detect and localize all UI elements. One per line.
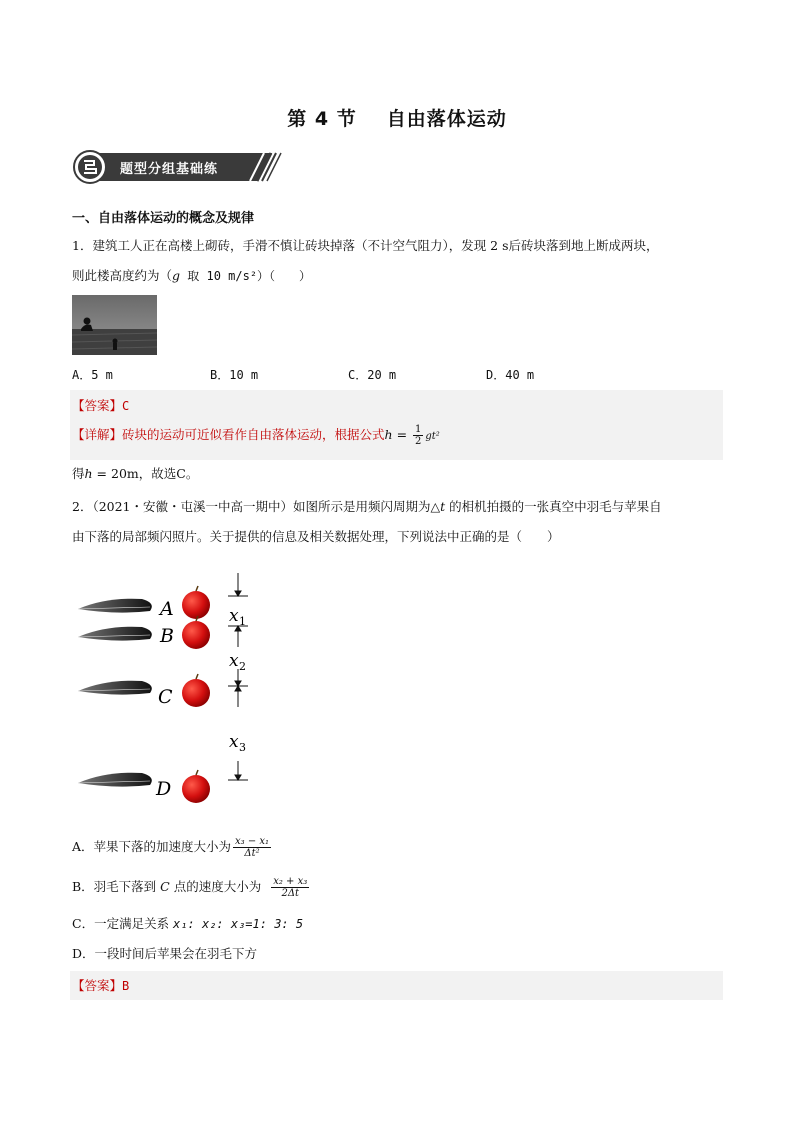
q2-answer-tag: 【答案】 [72,978,123,993]
x2-sub: 2 [239,660,246,673]
q1-formula-h: h [384,427,393,442]
q2-figure [76,565,276,805]
q1-option-c: C．20 m [348,368,397,382]
banner-label: 题型分组基础练 [120,162,219,177]
section-name: 自由落体运动 [386,108,507,130]
q1-answer-box [70,390,723,460]
q1-formula-fraction: $\frac{1}{2}$ [415,424,422,447]
q2-answer-value: B [122,979,130,993]
q1-option-b: B．10 m [210,368,259,382]
q2-stem-line1 [72,497,732,517]
label-b: B [160,625,174,647]
q2-option-b-text-b: 点的速度大小为 [169,879,262,894]
feather-d [78,773,152,787]
q2-stem-text-a: 2．（2021・安徽・屯溪一中高一期中）如图所示是用频闪周期为△ [72,499,441,514]
q2-option-c-text: C．一定满足关系 [72,916,174,931]
q1-answer-value: C [122,399,130,413]
x3-label: x [229,732,239,752]
q1-formula-gt: gt² [425,431,440,442]
q1-detail-text: 砖块的运动可近似看作自由落体运动，根据公式 [122,427,385,442]
q2-option-b-text-a: B．羽毛下落到 [72,879,161,894]
q2-option-c-relation: x₁: x₂: x₃=1: 3: 5 [173,917,304,931]
q1-option-d: D．40 m [486,368,535,382]
q1-result-text: = 20m，故选C。 [92,466,199,481]
x2-label: x [229,651,239,671]
feather-a [78,599,152,613]
q1-detail-tag: 【详解】 [72,427,123,442]
q1-g-symbol: g [172,268,181,283]
q1-answer [72,396,129,414]
q2-option-b [72,876,732,899]
section-number: 第 4 节 [287,108,357,130]
q1-g-value: 取 10 m/s²）（ ） [180,269,312,283]
q2-t-symbol: t [440,499,446,514]
x1-label: x [229,606,239,626]
page-title [0,104,794,131]
q2-stem-text-b: 的相机拍摄的一张真空中羽毛与苹果自 [445,499,662,514]
section-heading: 一、自由落体运动的概念及规律 [72,211,255,226]
q2-option-b-point: C [160,879,170,894]
q1-result-h: h [84,466,93,481]
q1-answer-tag: 【答案】 [72,398,123,413]
label-c: C [158,686,173,708]
x3-sub: 3 [239,741,246,754]
apple-d [182,770,210,803]
label-a: A [160,598,174,620]
label-d: D [156,778,172,800]
apple-a [182,586,210,619]
q1-result [72,464,732,484]
feather-b [78,627,152,641]
q2-option-c [72,914,732,934]
q1-option-a: A．5 m [72,368,113,382]
q1-detail [72,424,440,447]
q1-stem-line2 [72,266,732,286]
section-banner [72,150,284,184]
q2-option-a [72,836,732,859]
q2-option-a-text: A．苹果下落的加速度大小为 [72,839,232,854]
q1-stem-line1: 1．建筑工人正在高楼上砌砖，手滑不慎让砖块掉落（不计空气阻力），发现 2 s后砖块落到地上断成两块， [72,238,659,253]
q1-photo [72,295,157,355]
apple-b [182,616,210,649]
q2-answer [72,976,129,994]
q2-option-d: D．一段时间后苹果会在羽毛下方 [72,946,258,961]
feather-c [78,681,152,695]
q2-option-a-fraction: $\frac{\text{x₃ − x₁}}{\text{Δt²}}$ [235,836,270,859]
q2-answer-box [70,971,723,1000]
x1-sub: 1 [239,615,246,628]
apple-c [182,674,210,707]
q2-option-b-fraction: $\frac{\text{x₂ + x₃}}{2\Delta t}$ [273,876,308,899]
q1-result-prefix: 得 [72,466,85,481]
q1-stem-text: 则此楼高度约为（ [72,268,173,283]
q2-stem-line2: 由下落的局部频闪照片。关于提供的信息及相关数据处理，下列说法中正确的是（ ） [72,529,560,544]
q1-formula-eq: = [392,427,412,442]
